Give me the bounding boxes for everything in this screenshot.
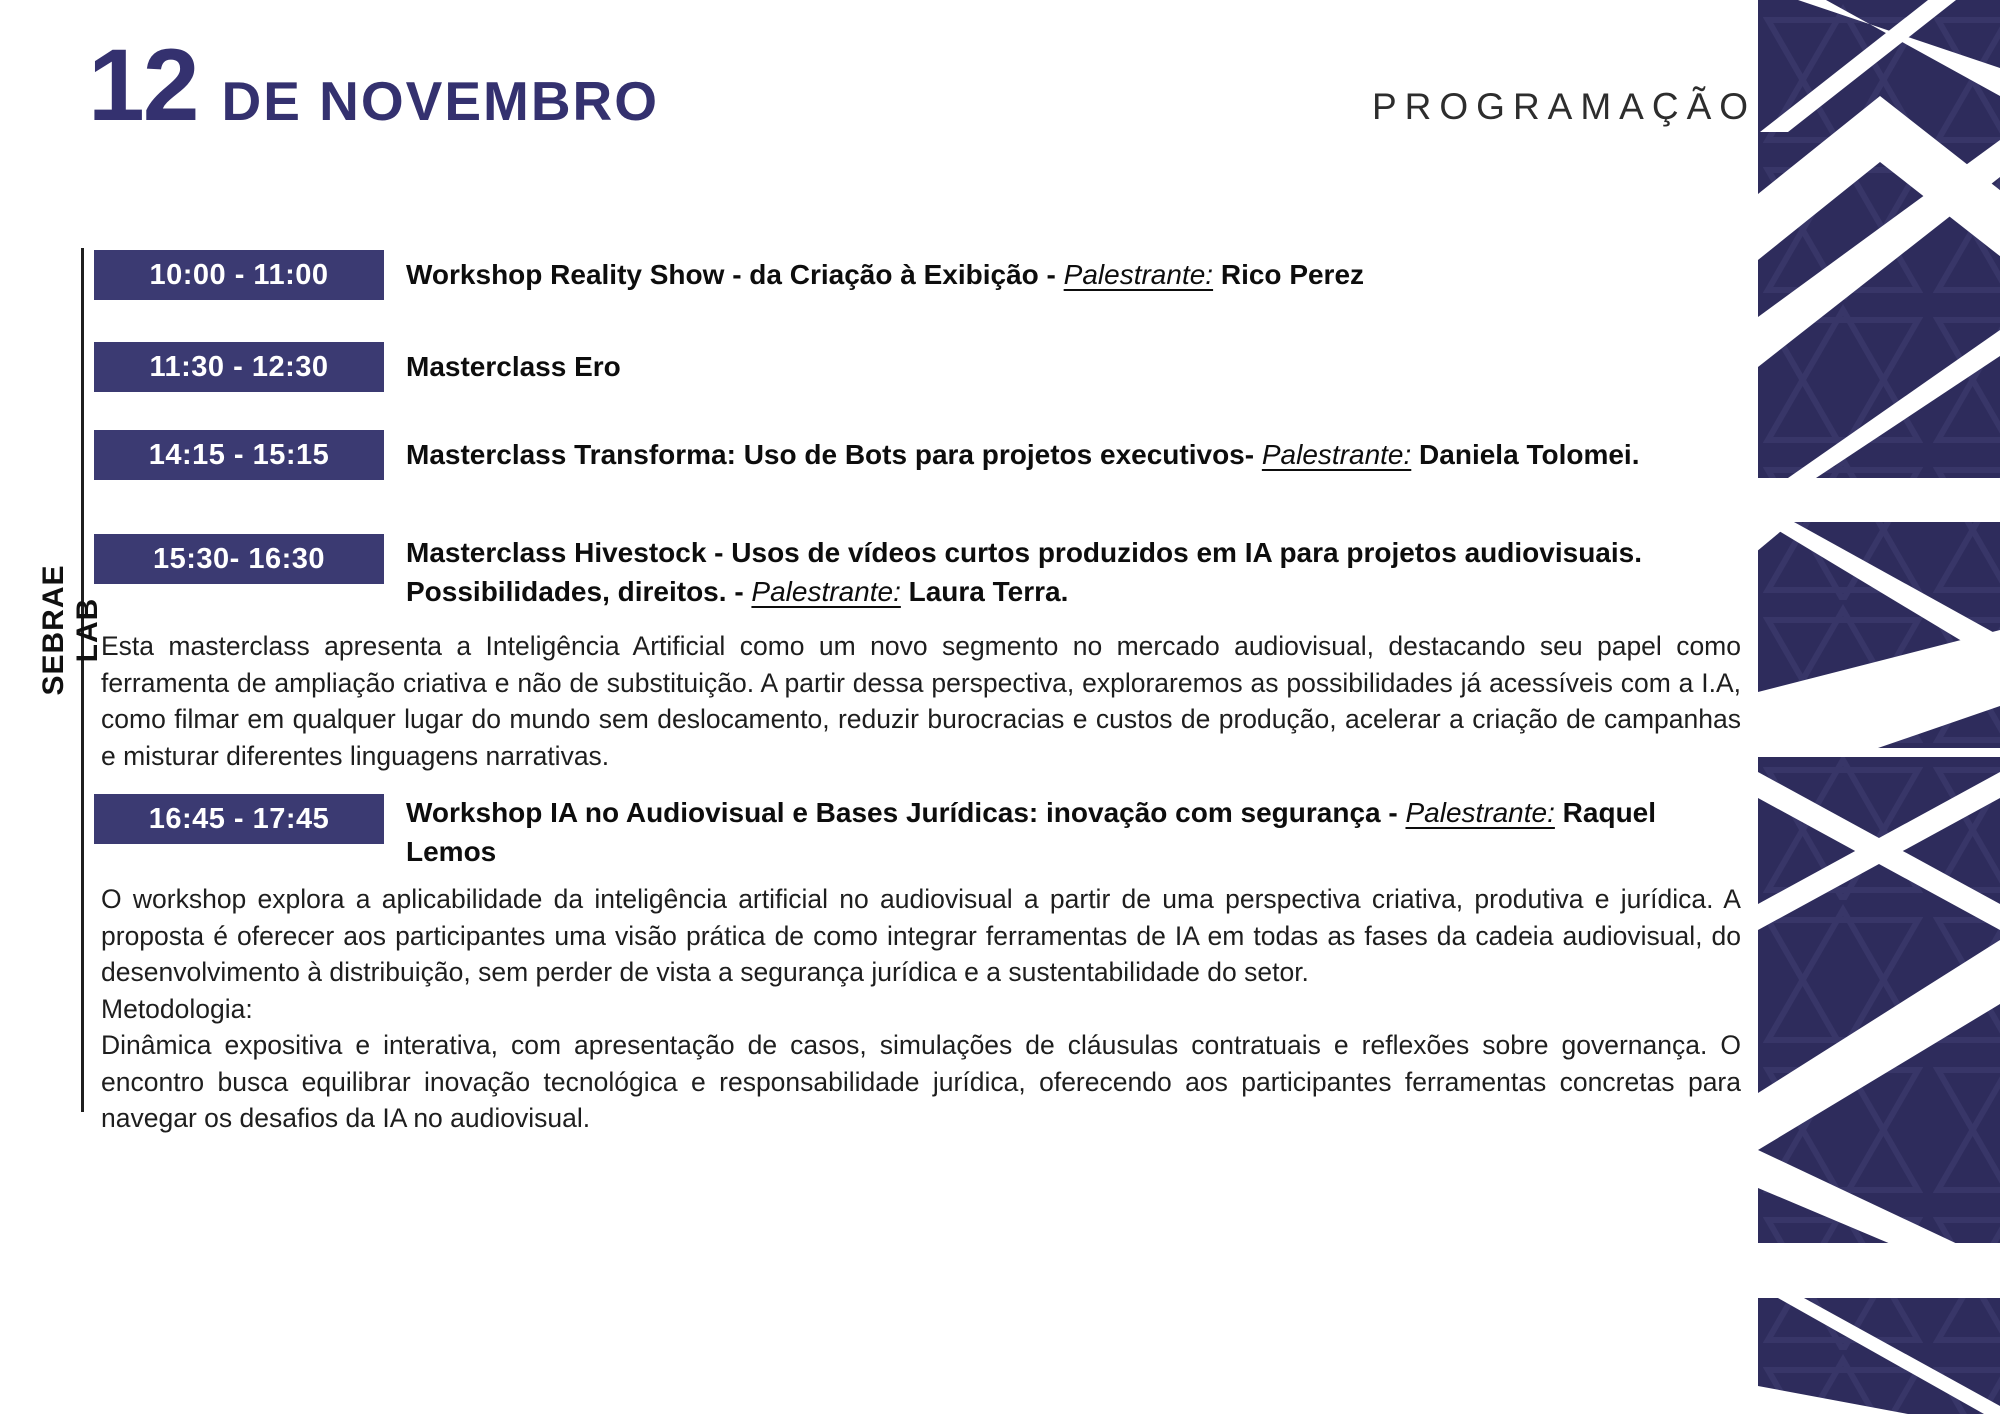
description-paragraph: Dinâmica expositiva e interativa, com apresentação de casos, simulações de cláusulas contratuais e reflexões sobre governança. O encontro busca equilibrar inovação tecnológica e responsabilidade jurídica, oferecendo aos participantes ferramentas concretas para navegar os desafios da IA no audiovisual.: [101, 1030, 1741, 1133]
speaker-name: Daniela Tolomei.: [1411, 439, 1640, 470]
session-title-text: Masterclass Hivestock - Usos de vídeos curtos produzidos em IA para projetos audiovisuais. Possibilidades, direitos. -: [406, 537, 1643, 607]
day-number: 12: [88, 28, 198, 142]
time-badge: 10:00 - 11:00: [94, 250, 384, 300]
session-title-text: Masterclass Transforma: Uso de Bots para projetos executivos-: [406, 439, 1262, 470]
time-badge: 15:30- 16:30: [94, 534, 384, 584]
session-title: [406, 528, 1751, 611]
speaker-name: Laura Terra.: [900, 576, 1069, 607]
session-title: [406, 342, 621, 392]
session-title-text: Workshop IA no Audiovisual e Bases Jurídicas: inovação com segurança -: [406, 797, 1406, 828]
session-title: [406, 788, 1706, 871]
time-badge: 16:45 - 17:45: [94, 794, 384, 844]
decorative-pattern-band: [1758, 0, 2000, 1414]
session-description: Esta masterclass apresenta a Inteligência Artificial como um novo segmento no mercado audiovisual, destacando seu papel como ferramenta de ampliação criativa e não de substituição. A partir dessa perspectiva, exploraremos as possibilidades já acessíveis com a I.A, como filmar em qualquer lugar do mundo sem deslocamento, reduzir burocracias e custos de produção, acelerar a criação de campanhas e misturar diferentes linguagens narrativas.: [101, 631, 1741, 771]
page-title: [88, 28, 660, 142]
time-badge: 11:30 - 12:30: [94, 342, 384, 392]
speaker-label: Palestrante:: [1405, 797, 1555, 828]
session-title-text: Workshop Reality Show - da Criação à Exibição -: [406, 259, 1064, 290]
month-label: DE NOVEMBRO: [221, 70, 660, 132]
speaker-name: Rico Perez: [1213, 259, 1365, 290]
speaker-label: Palestrante:: [751, 576, 901, 607]
session-title: [406, 430, 1639, 480]
description-paragraph: O workshop explora a aplicabilidade da inteligência artificial no audiovisual a partir de uma perspectiva criativa, produtiva e jurídica. A proposta é oferecer aos participantes uma visão prática de como integrar ferramentas de IA em todas as fases da cadeia audiovisual, do desenvolvimento à distribuição, sem perder de vista a segurança jurídica e a sustentabilidade do setor.: [101, 884, 1741, 987]
time-badge: 14:15 - 15:15: [94, 430, 384, 480]
session-description: [101, 881, 1741, 1137]
session-title-text: Masterclass Ero: [406, 351, 621, 382]
speaker-label: Palestrante:: [1063, 259, 1214, 290]
sidebar-label: SEBRAE LAB: [37, 564, 104, 696]
speaker-label: Palestrante:: [1261, 439, 1412, 470]
session-title: [406, 250, 1364, 300]
methodology-label: Metodologia:: [101, 993, 253, 1024]
timeline-rule: [81, 248, 84, 1112]
program-label: PROGRAMAÇÃO: [1372, 86, 1757, 127]
speaker-name: Raquel Lemos: [406, 797, 1657, 867]
